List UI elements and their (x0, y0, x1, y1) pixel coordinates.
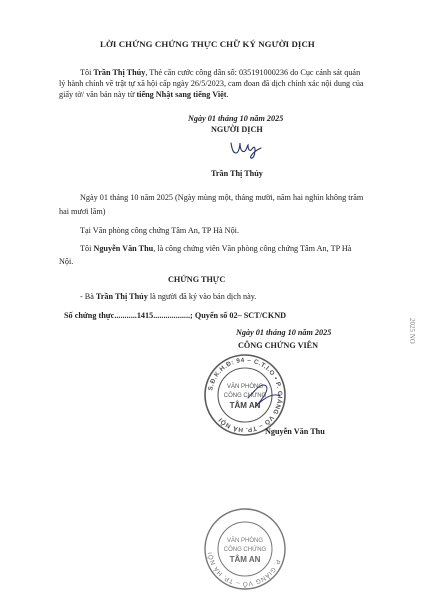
margin-annotation: 2025 NO (408, 318, 416, 344)
svg-text:VĂN PHÒNG: VĂN PHÒNG (226, 384, 264, 390)
svg-text:CÔNG CHỨNG: CÔNG CHỨNG (223, 547, 267, 553)
svg-text:P. GIẢNG VÕ – TP. HÀ NỘI: P. GIẢNG VÕ – TP. HÀ NỘI (207, 551, 282, 588)
declaration-line-1: Tôi Trần Thị Thúy, Thẻ căn cước công dân số: 035191000236 do Cục cảnh sát quản (80, 68, 361, 77)
signer-name-inline: Trần Thị Thúy (95, 292, 148, 301)
declaration-line-2: lý hành chính về trật tự xã hội cấp ngày 26/5/2023, cam đoan đã dịch chính xác nội dung của (59, 79, 364, 88)
date-paragraph-line-1: Ngày 01 tháng 10 năm 2025 (Ngày mùng một, tháng mười, năm hai nghìn không trăm (80, 193, 364, 202)
svg-text:TÂM AN: TÂM AN (229, 401, 261, 410)
certification-statement: - Bà Trần Thị Thúy là người đã ký vào bản dịch này. (80, 292, 257, 301)
notary-stamp-secondary (200, 506, 290, 592)
translator-name-inline: Trần Thị Thúy (93, 68, 146, 77)
svg-text:CÔNG CHỨNG: CÔNG CHỨNG (223, 393, 267, 399)
translator-signature (228, 139, 266, 161)
declaration-line-3: giấy tờ/ văn bản này từ tiếng Nhật sang tiếng Việt. (59, 90, 229, 99)
certification-number: Số chứng thực...........1415..................; Quyển số 02– SCT/CKND (64, 311, 287, 320)
translator-heading: NGƯỜI DỊCH (211, 125, 263, 134)
svg-text:S.Đ.K.H.Đ: 94 – C.T.I.O • P. G: S.Đ.K.H.Đ: 94 – C.T.I.O • P. GIẢNG VÕ – TP. HÀ NỘI (207, 356, 284, 434)
notary-date: Ngày 01 tháng 10 năm 2025 (236, 328, 332, 337)
date-paragraph-line-2: hai mươi lăm) (59, 207, 106, 216)
certification-heading: CHỨNG THỰC (168, 275, 226, 284)
svg-text:VĂN PHÒNG: VĂN PHÒNG (226, 538, 264, 544)
notary-name: Nguyễn Văn Thu (265, 427, 325, 436)
translator-name: Trần Thị Thúy (211, 169, 263, 178)
notary-paragraph-line-2: Nội. (59, 257, 74, 266)
notary-heading: CÔNG CHỨNG VIÊN (238, 341, 319, 350)
notary-name-inline: Nguyễn Văn Thu (93, 244, 154, 253)
language-pair: tiếng Nhật sang tiếng Việt (136, 90, 227, 99)
document-title: LỜI CHỨNG CHỨNG THỰC CHỮ KÝ NGƯỜI DỊCH (100, 39, 315, 49)
location-paragraph: Tại Văn phòng công chứng Tâm An, TP Hà Nội. (80, 226, 239, 235)
svg-text:TÂM AN: TÂM AN (229, 555, 261, 564)
translator-date: Ngày 01 tháng 10 năm 2025 (188, 114, 284, 123)
notary-paragraph-line-1: Tôi Nguyễn Văn Thu, là công chứng viên Văn phòng công chứng Tâm An, TP Hà (80, 244, 352, 253)
